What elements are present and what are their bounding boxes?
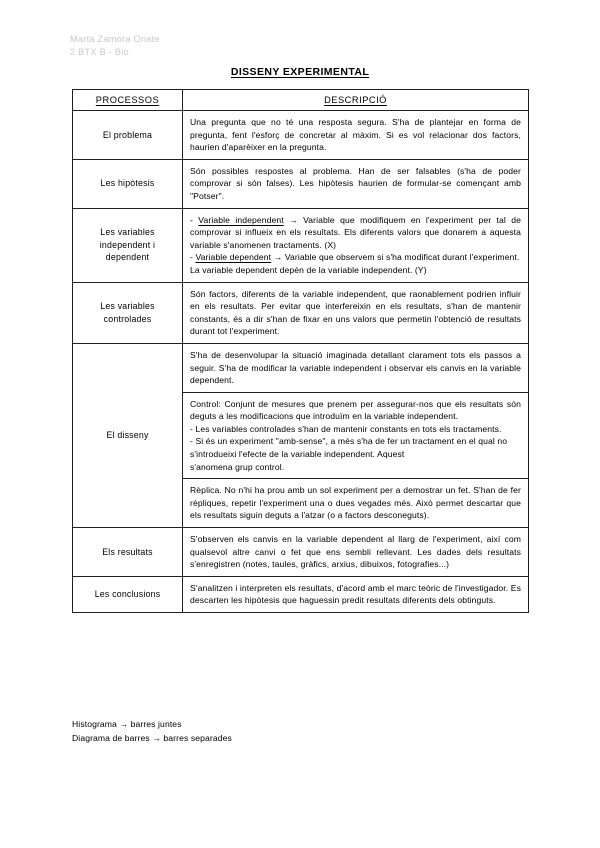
footnote-histograma: Histograma → barres juntes <box>72 719 182 729</box>
page-title-text: DISSENY EXPERIMENTAL <box>230 66 370 78</box>
process-label: Els resultats <box>73 528 183 577</box>
author-name: Marta Zamora Onate <box>70 34 160 44</box>
footnotes <box>72 718 232 745</box>
process-label: El disseny <box>73 343 183 527</box>
table-row <box>73 528 529 577</box>
bullet-marker: - <box>190 252 196 263</box>
process-label: Les variables controlades <box>73 282 183 343</box>
author-class: 2 BTX B - Bio <box>70 47 129 57</box>
table-row <box>73 343 529 392</box>
description-paragraph: s'anomena grup control. <box>190 461 285 472</box>
table-row <box>73 282 529 343</box>
process-label: Les conclusions <box>73 576 183 612</box>
term-variable-independent: Variable independent <box>198 214 284 225</box>
process-label: El problema <box>73 111 183 160</box>
process-label: Les hipòtesis <box>73 159 183 208</box>
description-paragraph: - Les variables controlades s'han de mantenir constants en tots els tractaments. <box>190 423 502 434</box>
term-variable-dependent: Variable dependent <box>195 252 272 263</box>
table-header-row <box>73 90 529 111</box>
table-row <box>73 111 529 160</box>
process-description: S'analitzen i interpreten els resultats, d'acord amb el marc teòric de l'investigador. Es descarten les hipòtesis que haguessin predit resultats diferents dels obtinguts. <box>183 576 529 612</box>
author-header <box>70 33 160 59</box>
table-row <box>73 159 529 208</box>
column-header-descripcio: DESCRIPCIÓ <box>183 90 529 111</box>
process-description: Rèplica. No n'hi ha prou amb un sol experiment per a demostrar un fet. S'han de fer rèpliques, repetir l'experiment una o dues vegades més. Això permet descartar que els resultats siguin deguts a l'atzar (o a factors desconeguts). <box>183 479 529 528</box>
description-paragraph: Control: Conjunt de mesures que prenem per assegurar-nos que els resultats són deguts a les modificacions que introduïm en la variable independent. <box>190 398 521 422</box>
process-description: S'ha de desenvolupar la situació imaginada detallant clarament tots els passos a seguir. S'ha de modificar la variable independent i observar els canvis en la variable dependent. <box>183 343 529 392</box>
process-description <box>183 208 529 282</box>
footnote-diagrama-barres: Diagrama de barres → barres separades <box>72 732 232 743</box>
process-description: S'observen els canvis en la variable dependent al llarg de l'experiment, així com qualsevol altre canvi o fet que ens sembli rellevant. Les dades dels resultats s'enregistren (notes, taules, gràfics, arxius, dibuixos, fotografies...) <box>183 528 529 577</box>
description-paragraph <box>190 251 521 276</box>
description-paragraph <box>190 214 521 252</box>
bullet-marker: - <box>190 214 199 225</box>
experimental-design-table <box>72 89 529 613</box>
page-title <box>0 66 600 78</box>
table-row <box>73 208 529 282</box>
column-header-processos: PROCESSOS <box>73 90 183 111</box>
process-description <box>183 392 529 479</box>
process-description: Una pregunta que no té una resposta segura. S'ha de plantejar en forma de pregunta, fent l'esforç de concretar al màxim. Si es vol relacionar dos factors, haurien d'aparèixer en la pregunta. <box>183 111 529 160</box>
process-description: Són factors, diferents de la variable independent, que raonablement podrien influir en els resultats. Per evitar que interfereixin en els resultats, s'han de mantenir constants, és a dir s'han de fixar en uns valors que permetin l'obtenció de resultats durant tot l'experiment. <box>183 282 529 343</box>
table-row <box>73 576 529 612</box>
process-description: Són possibles respostes al problema. Han de ser falsables (s'ha de poder comprovar si són falses). Les hipòtesis haurien de formular-se començant amb "Potser". <box>183 159 529 208</box>
description-text: → Variable que observem si s'ha modificat durant l'experiment. La variable dependent depèn de la variable independent. (Y) <box>190 252 520 275</box>
process-label: Les variables independent i dependent <box>73 208 183 282</box>
description-text: → Variable que modifiquem en l'experiment per tal de comprovar si influeix en els resultats. Els diferents valors que donarem a aquesta variable s'anomenen tractaments. (X) <box>190 214 521 250</box>
description-paragraph: - Si és un experiment "amb-sense", a més s'ha de fer un tractament en el qual no s'introdueixi l'efecte de la variable independent. Aquest <box>190 436 508 460</box>
